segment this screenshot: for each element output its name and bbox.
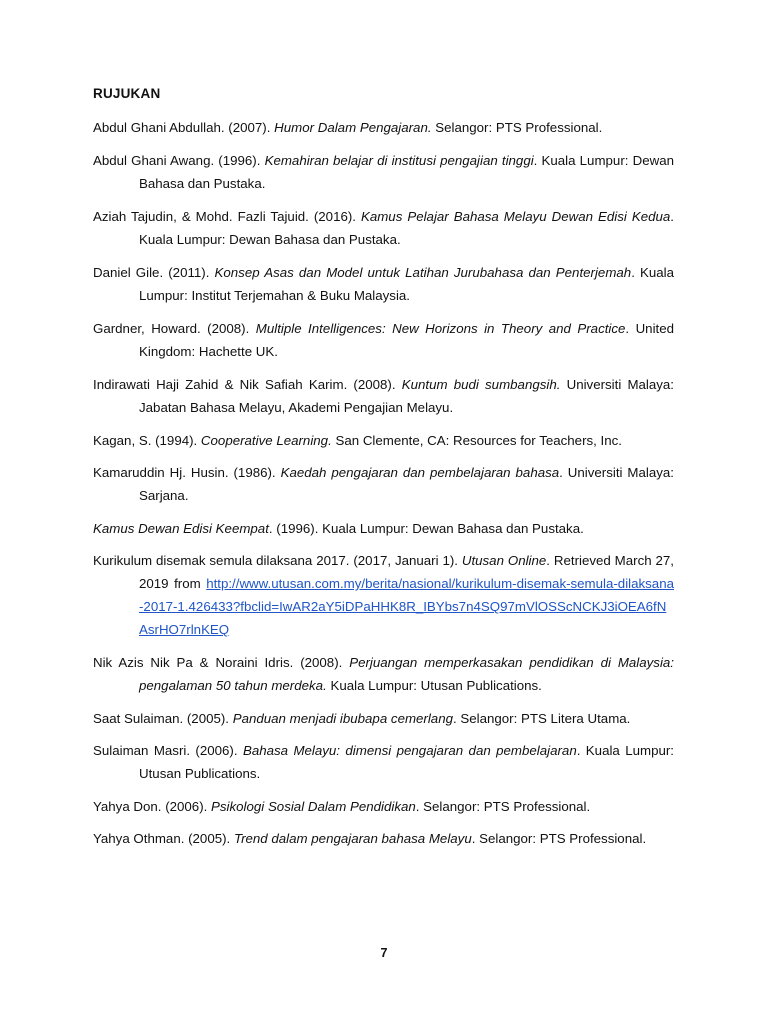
reference-publisher: Selangor: PTS Professional. xyxy=(431,120,603,135)
reference-author-year: Daniel Gile. (2011). xyxy=(93,265,215,280)
reference-entry xyxy=(93,116,674,139)
reference-author-year: Sulaiman Masri. (2006). xyxy=(93,743,243,758)
reference-author-year: Nik Azis Nik Pa & Noraini Idris. (2008). xyxy=(93,655,350,670)
reference-title: Trend dalam pengajaran bahasa Melayu xyxy=(233,831,472,846)
reference-publisher: . Selangor: PTS Litera Utama. xyxy=(453,711,631,726)
reference-title: Psikologi Sosial Dalam Pendidikan xyxy=(211,799,416,814)
reference-author-year: Kurikulum disemak semula dilaksana 2017. (2017, Januari 1). xyxy=(93,553,462,568)
reference-entry xyxy=(93,317,674,363)
reference-publisher: . Kuala Lumpur: Dewan Bahasa dan Pustaka. xyxy=(139,209,674,247)
reference-entry xyxy=(93,517,674,540)
reference-publisher: Kuala Lumpur: Utusan Publications. xyxy=(326,678,542,693)
reference-title: Kemahiran belajar di institusi pengajian tinggi xyxy=(264,153,534,168)
reference-entry xyxy=(93,795,674,818)
reference-publisher: San Clemente, CA: Resources for Teachers, Inc. xyxy=(331,433,622,448)
reference-entry xyxy=(93,373,674,419)
reference-title: Kamus Dewan Edisi Keempat xyxy=(93,521,269,536)
reference-entry xyxy=(93,261,674,307)
reference-publisher: Universiti Malaya: Jabatan Bahasa Melayu, Akademi Pengajian Melayu. xyxy=(139,377,675,415)
reference-entry xyxy=(93,739,674,785)
reference-publisher: . Selangor: PTS Professional. xyxy=(415,799,591,814)
reference-title: Kamus Pelajar Bahasa Melayu Dewan Edisi Kedua xyxy=(360,209,671,224)
reference-author-year: Abdul Ghani Abdullah. (2007). xyxy=(93,120,275,135)
reference-entry xyxy=(93,651,674,697)
reference-author-year: Yahya Don. (2006). xyxy=(93,799,212,814)
reference-author-year: Aziah Tajudin, & Mohd. Fazli Tajuid. (2016). xyxy=(93,209,361,224)
reference-title: Konsep Asas dan Model untuk Latihan Jurubahasa dan Penterjemah xyxy=(214,265,632,280)
page-number: 7 xyxy=(380,946,388,960)
reference-author-year: Kagan, S. (1994). xyxy=(93,433,201,448)
reference-entry xyxy=(93,707,674,730)
reference-publisher: . Kuala Lumpur: Dewan Bahasa dan Pustaka. xyxy=(139,153,674,191)
reference-title: Bahasa Melayu: dimensi pengajaran dan pembelajaran xyxy=(242,743,577,758)
reference-publisher: . United Kingdom: Hachette UK. xyxy=(139,321,675,359)
reference-author-year: Saat Sulaiman. (2005). xyxy=(93,711,233,726)
reference-title: Panduan menjadi ibubapa cemerlang xyxy=(232,711,453,726)
reference-publisher: . Universiti Malaya: Sarjana. xyxy=(139,465,674,503)
reference-title: Perjuangan memperkasakan pendidikan di Malaysia: pengalaman 50 tahun merdeka. xyxy=(139,655,674,693)
reference-title: Kaedah pengajaran dan pembelajaran bahasa xyxy=(280,465,560,480)
reference-entry xyxy=(93,429,674,452)
reference-author-year: Abdul Ghani Awang. (1996). xyxy=(93,153,265,168)
reference-entry xyxy=(93,549,674,641)
reference-publisher: . (1996). Kuala Lumpur: Dewan Bahasa dan Pustaka. xyxy=(268,521,584,536)
reference-entry xyxy=(93,827,674,850)
reference-entry xyxy=(93,461,674,507)
reference-author-year: Yahya Othman. (2005). xyxy=(93,831,234,846)
reference-entry xyxy=(93,149,674,195)
reference-publisher: . Kuala Lumpur: Institut Terjemahan & Buku Malaysia. xyxy=(139,265,674,303)
reference-author-year: Indirawati Haji Zahid & Nik Safiah Karim. (2008). xyxy=(93,377,402,392)
references-heading: RUJUKAN xyxy=(93,86,161,101)
reference-title: Multiple Intelligences: New Horizons in Theory and Practice xyxy=(255,321,626,336)
reference-author-year: Gardner, Howard. (2008). xyxy=(93,321,256,336)
reference-author-year: Kamaruddin Hj. Husin. (1986). xyxy=(93,465,281,480)
reference-title: Utusan Online xyxy=(461,553,547,568)
reference-url-link[interactable]: http://www.utusan.com.my/berita/nasional/kurikulum-disemak-semula-dilaksana-2017-1.426433?fbclid=IwAR2aY5iDPaHHK8R_IBYbs7n4SQ97mVlOSScNCKJ3iOEA6fNAsrHO7rlnKEQ xyxy=(139,576,674,637)
reference-entry xyxy=(93,205,674,251)
reference-title: Cooperative Learning. xyxy=(200,433,332,448)
reference-list xyxy=(93,116,674,860)
reference-publisher: . Selangor: PTS Professional. xyxy=(471,831,647,846)
reference-title: Kuntum budi sumbangsih. xyxy=(401,377,561,392)
reference-publisher: . Kuala Lumpur: Utusan Publications. xyxy=(139,743,674,781)
reference-title: Humor Dalam Pengajaran. xyxy=(274,120,432,135)
reference-publisher: . Retrieved March 27, 2019 from xyxy=(139,553,674,591)
